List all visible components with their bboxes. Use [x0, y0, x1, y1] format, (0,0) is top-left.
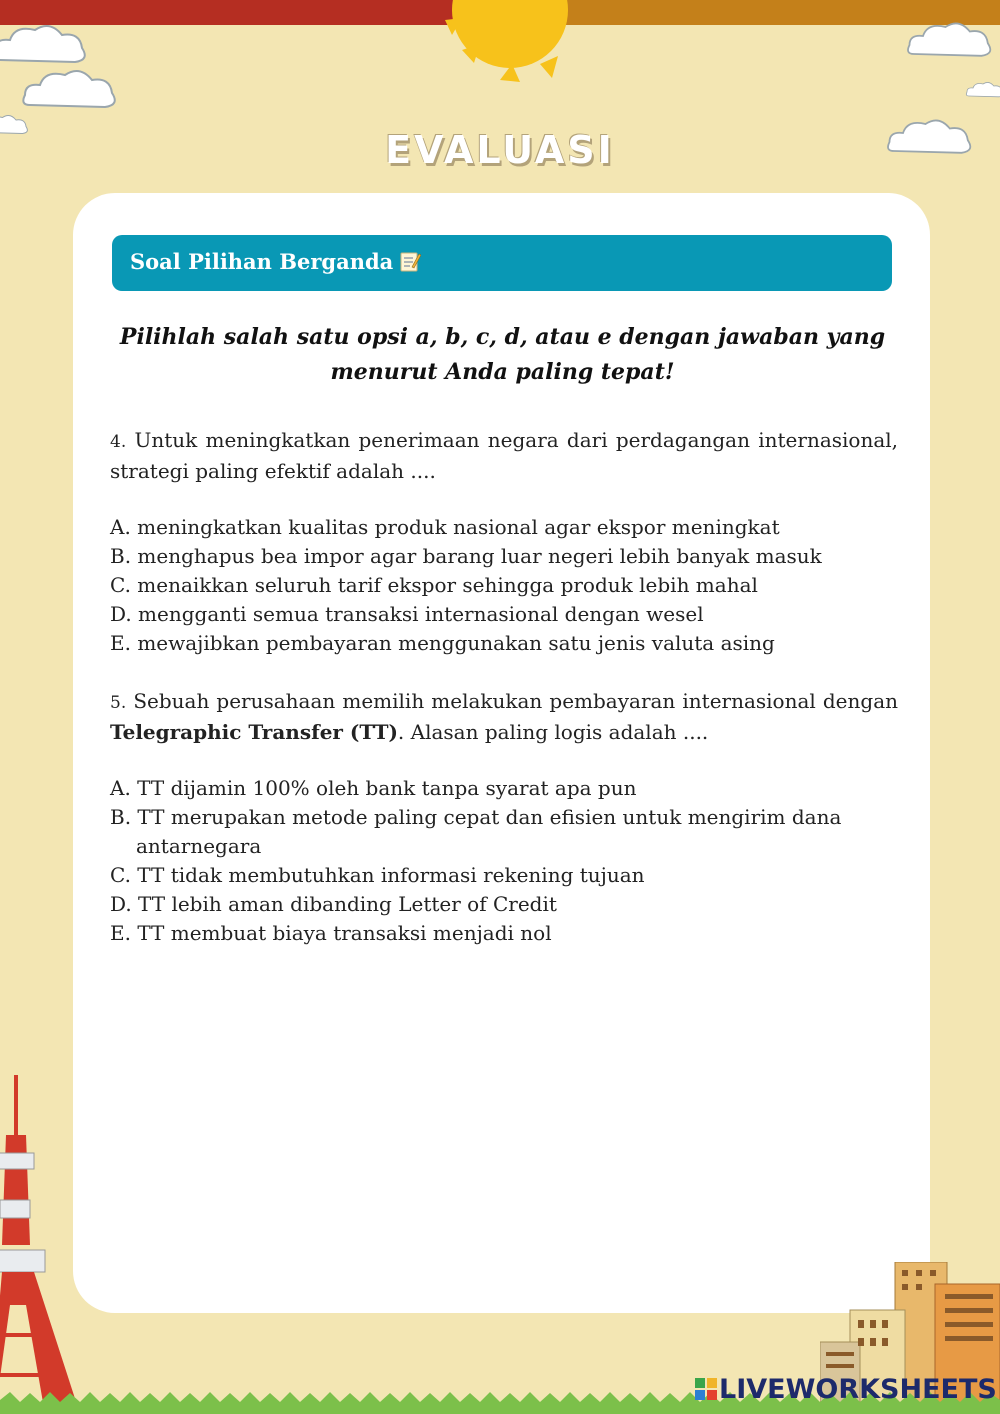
option-a[interactable]: A. TT dijamin 100% oleh bank tanpa syarat apa pun: [110, 776, 637, 800]
page-title: EVALUASI: [385, 128, 615, 172]
question-5-options: [110, 774, 898, 948]
cloud-icon: [895, 18, 1000, 63]
question-stem-end: . Alasan paling logis adalah ....: [397, 720, 709, 744]
option-a[interactable]: A. meningkatkan kualitas produk nasional agar ekspor meningkat: [110, 515, 780, 539]
option-c[interactable]: C. TT tidak membutuhkan informasi rekening tujuan: [110, 863, 645, 887]
question-stem: Sebuah perusahaan memilih melakukan pembayaran internasional dengan: [133, 689, 899, 713]
cloud-icon: [0, 20, 90, 70]
cloud-icon: [965, 70, 1000, 110]
option-b[interactable]: B. TT merupakan metode paling cepat dan efisien untuk mengirim dana antarnegara: [110, 805, 842, 858]
sun-icon: [440, 0, 580, 100]
question-number: 4.: [110, 432, 127, 452]
question-text: [110, 426, 898, 486]
question-keyword: Telegraphic Transfer (TT): [110, 720, 398, 744]
memo-icon: [399, 250, 421, 272]
option-d[interactable]: D. mengganti semua transaksi internasional dengan wesel: [110, 602, 704, 626]
brand-name: LIVEWORKSHEETS: [719, 1374, 997, 1405]
section-header: [112, 235, 892, 291]
question-4-options: [110, 513, 898, 658]
option-e[interactable]: E. TT membuat biaya transaksi menjadi nol: [110, 921, 552, 945]
section-header-label: Soal Pilihan Berganda: [130, 249, 394, 274]
question-number: 5.: [110, 693, 127, 713]
option-c[interactable]: C. menaikkan seluruh tarif ekspor sehingga produk lebih mahal: [110, 573, 758, 597]
option-b[interactable]: B. menghapus bea impor agar barang luar negeri lebih banyak masuk: [110, 544, 822, 568]
question-4: [110, 426, 898, 486]
tower-illustration: [0, 1075, 110, 1414]
option-d[interactable]: D. TT lebih aman dibanding Letter of Credit: [110, 892, 557, 916]
question-5: [110, 687, 898, 747]
instruction-text: Pilihlah salah satu opsi a, b, c, d, atau e dengan jawaban yang menurut Anda paling tepat!: [119, 324, 886, 385]
question-stem: Untuk meningkatkan penerimaan negara dari perdagangan internasional, strategi paling efektif adalah ....: [110, 428, 899, 483]
question-text: [110, 687, 898, 747]
option-e[interactable]: E. mewajibkan pembayaran menggunakan satu jenis valuta asing: [110, 631, 775, 655]
liveworksheets-logo: [695, 1374, 997, 1405]
liveworksheets-logo-icon: [695, 1378, 717, 1400]
cloud-icon: [20, 65, 120, 115]
